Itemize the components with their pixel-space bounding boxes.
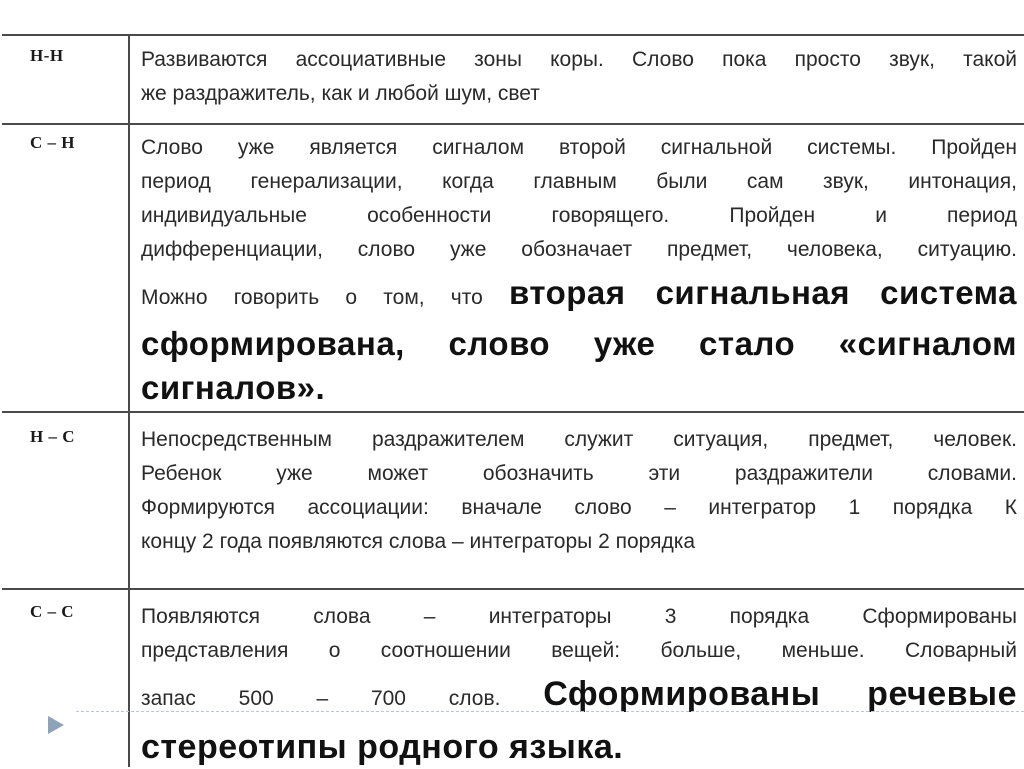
emphasis-line: сигналов».: [141, 369, 326, 406]
emphasis-text: Сформированы речевые: [543, 675, 1018, 713]
emphasis-line: сформирована, слово уже стало «сигналом: [141, 325, 1017, 362]
next-slide-button[interactable]: [40, 710, 70, 740]
row-code: Н-Н: [30, 46, 64, 65]
text-line: концу 2 года появляются слова – интеграторы 2 порядка: [141, 530, 696, 553]
text-line: [141, 668, 1017, 725]
row-code: Н – С: [30, 427, 75, 446]
dashed-guide: [76, 711, 1024, 712]
row-description: [141, 600, 1017, 769]
text-line: период генерализации, когда главным были сам звук, интонация,: [141, 170, 1017, 193]
text-line: Формируются ассоциации: вначале слово – интегратор 1 порядка К: [141, 496, 1017, 519]
text-line: индивидуальные особенности говорящего. Пройден и период: [141, 204, 1017, 227]
row-code: С – Н: [30, 133, 75, 152]
text-line: Появляются слова – интеграторы 3 порядка Сформированы: [141, 605, 1017, 628]
text-line: [141, 269, 1017, 322]
lead-text: Можно говорить о том, что: [141, 286, 510, 309]
text-line: же раздражитель, как и любой шум, свет: [141, 82, 540, 105]
table-row: [2, 123, 1024, 411]
table-row: [2, 588, 1024, 767]
stages-table: [2, 34, 1024, 767]
row-code: С – С: [30, 602, 75, 621]
emphasis-text: вторая сигнальная система: [509, 274, 1017, 311]
row-description: [141, 43, 1017, 111]
text-line: представления о соотношении вещей: больше, меньше. Словарный: [141, 639, 1017, 662]
text-line: Развиваются ассоциативные зоны коры. Слово пока просто звук, такой: [141, 48, 1017, 71]
table-row: [2, 34, 1024, 123]
text-line: дифференциации, слово уже обозначает предмет, человека, ситуацию.: [141, 238, 1017, 261]
row-description: [141, 131, 1017, 410]
table-row: [2, 411, 1024, 588]
lead-text: запас 500 – 700 слов.: [141, 687, 544, 710]
text-line: Слово уже является сигналом второй сигнальной системы. Пройден: [141, 136, 1017, 159]
text-line: Ребенок уже может обозначить эти раздражители словами.: [141, 462, 1017, 485]
text-line: Непосредственным раздражителем служит ситуация, предмет, человек.: [141, 428, 1017, 451]
row-description: [141, 423, 1017, 559]
emphasis-line: стереотипы родного языка.: [141, 728, 624, 766]
play-triangle-icon: [40, 710, 70, 740]
